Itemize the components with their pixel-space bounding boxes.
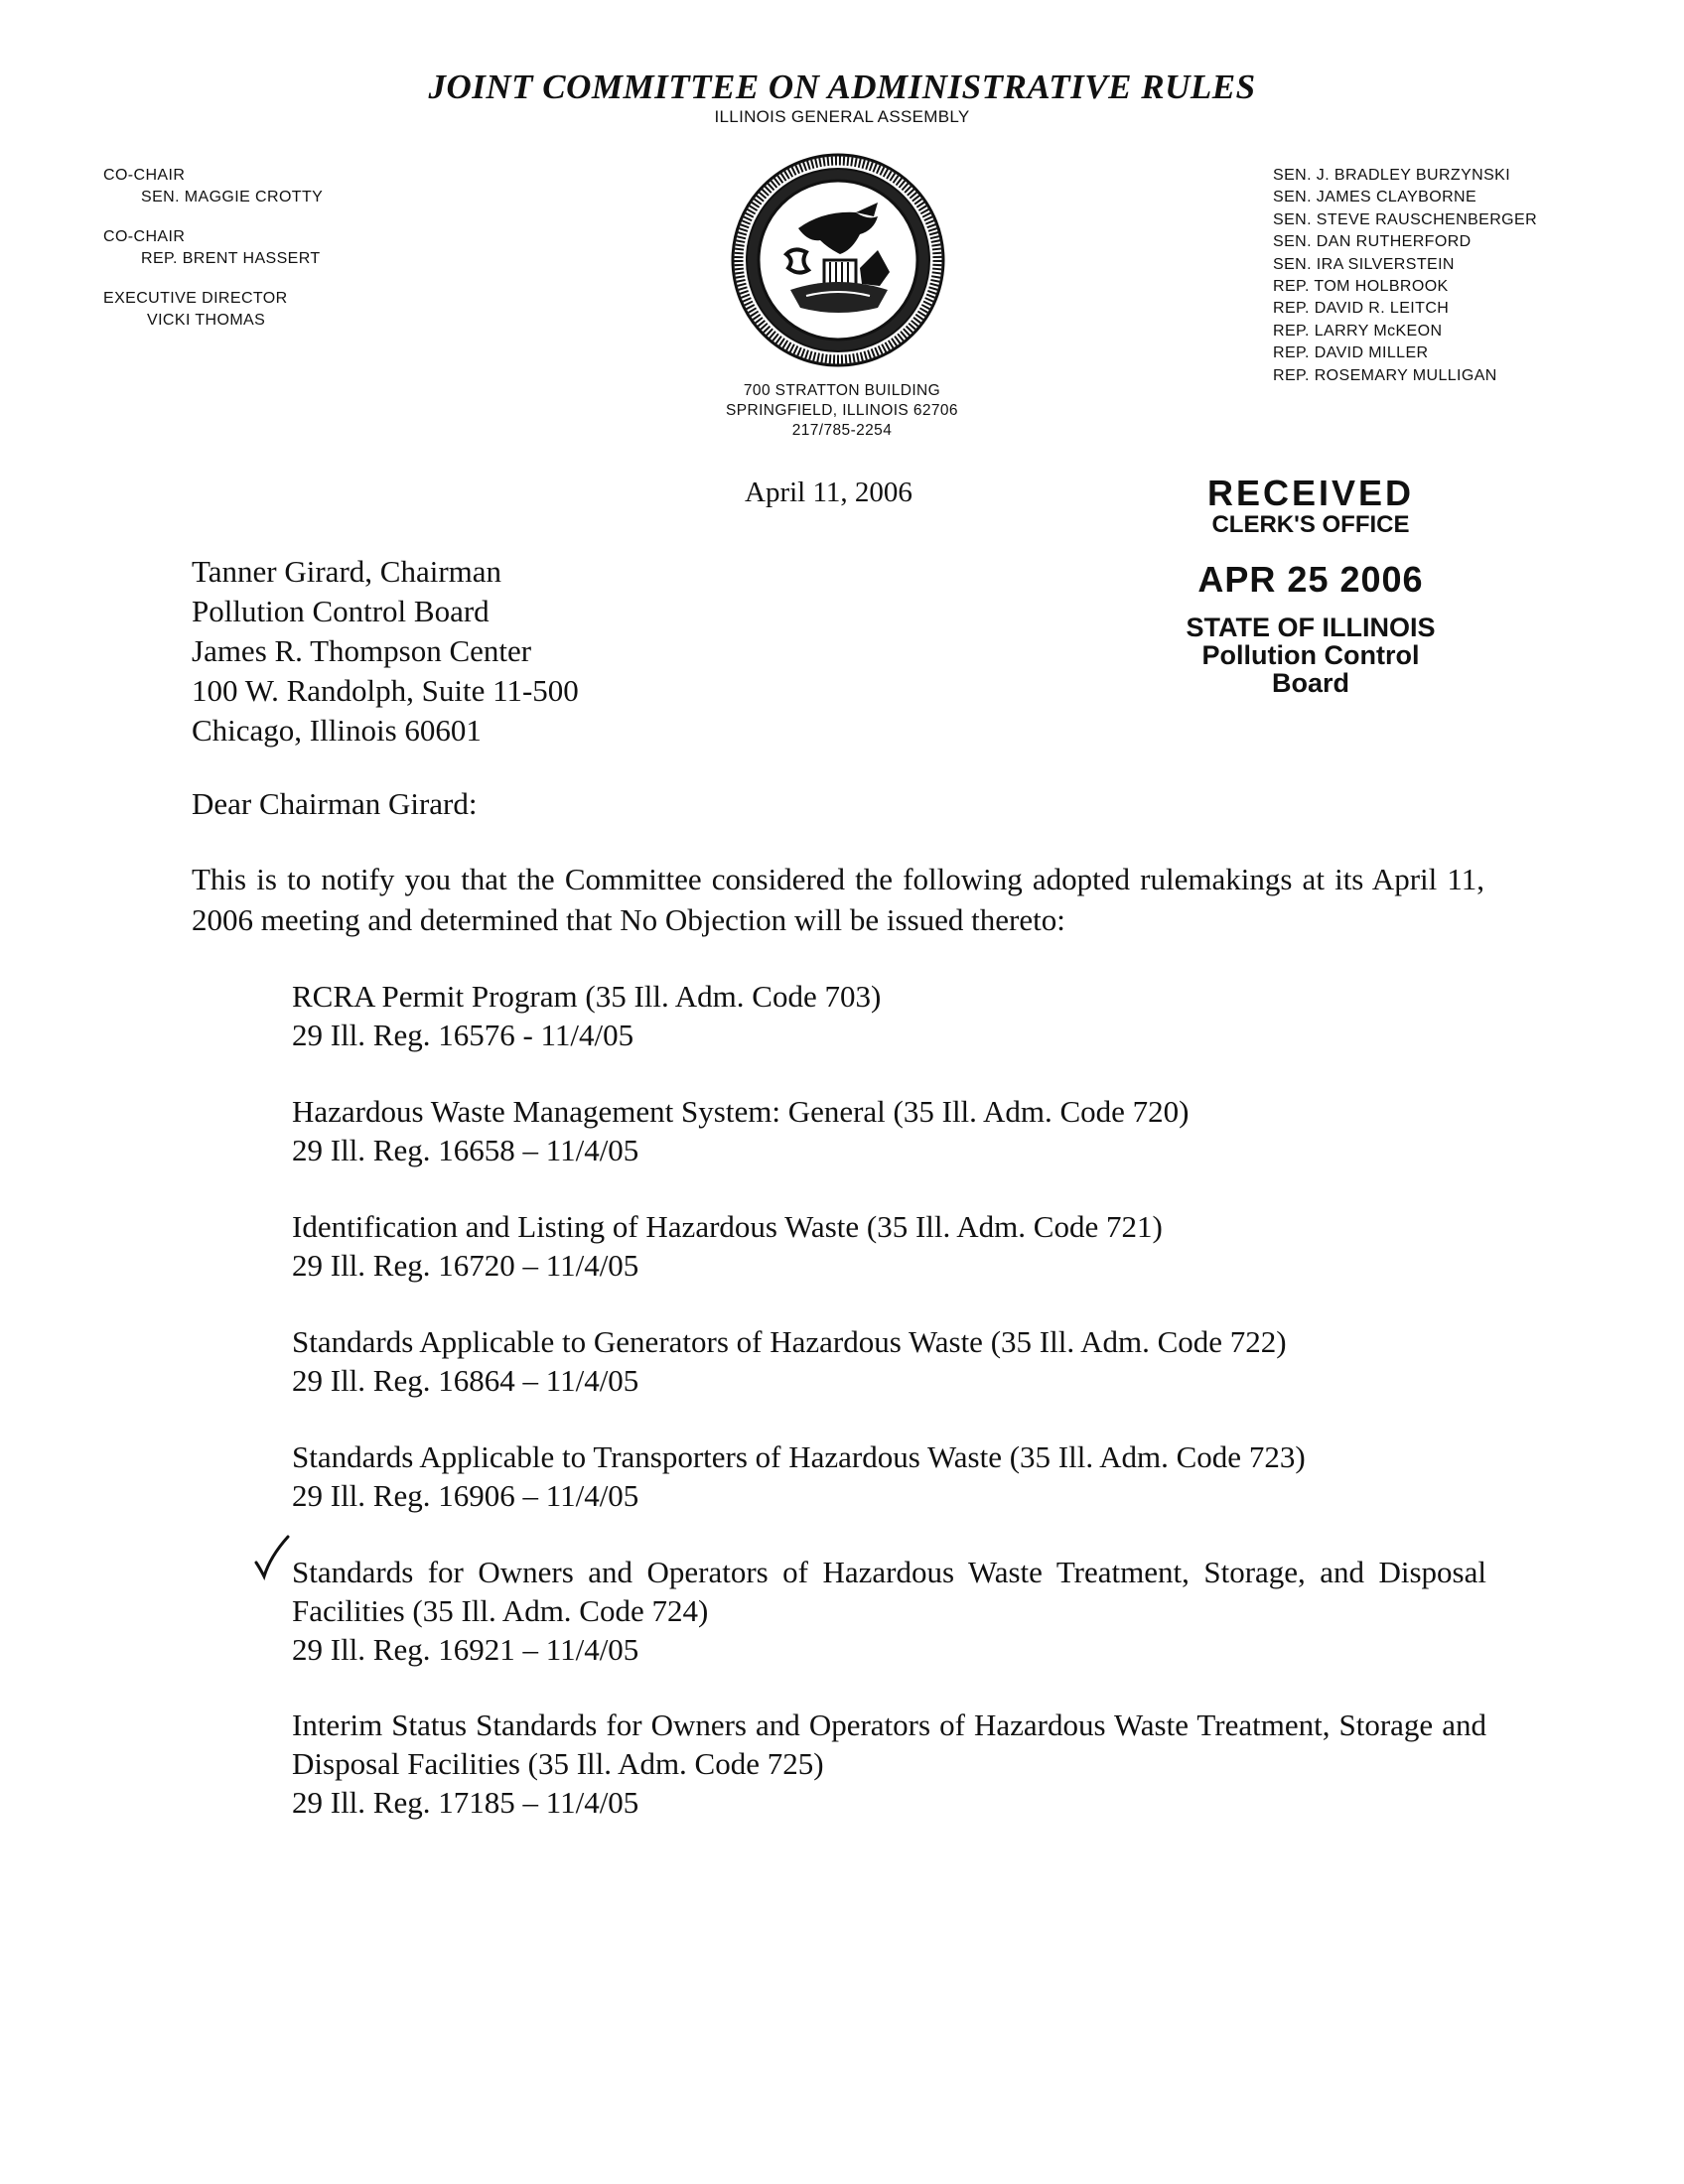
rulemaking-citation: 29 Ill. Reg. 16720 – 11/4/05 — [292, 1248, 639, 1283]
stamp-board-text: Pollution Control Board — [1201, 640, 1420, 698]
member-name: REP. DAVID MILLER — [1273, 344, 1429, 362]
address-line: SPRINGFIELD, ILLINOIS 62706 — [726, 402, 958, 419]
member-name: REP. DAVID R. LEITCH — [1273, 300, 1450, 318]
rulemaking-citation: 29 Ill. Reg. 16576 - 11/4/05 — [292, 1018, 634, 1052]
rulemaking-title: Identification and Listing of Hazardous Waste (35 Ill. Adm. Code 721) — [292, 1209, 1163, 1244]
recipient-line: Pollution Control Board — [192, 594, 490, 628]
rulemaking-item — [292, 1706, 1486, 1822]
rulemaking-citation: 29 Ill. Reg. 17185 – 11/4/05 — [292, 1785, 639, 1820]
rulemaking-item — [292, 1322, 1486, 1400]
received-stamp — [1162, 475, 1460, 697]
committee-address — [0, 381, 1684, 441]
member-name: REP. LARRY McKEON — [1273, 322, 1443, 340]
member-name: REP. TOM HOLBROOK — [1273, 278, 1449, 296]
rulemaking-title: Interim Status Standards for Owners and Operators of Hazardous Waste Treatment, Storage and Disposal Facilities (35 Ill. Adm. Code 725) — [292, 1707, 1486, 1781]
address-line: 700 STRATTON BUILDING — [743, 382, 941, 399]
rulemaking-title: Hazardous Waste Management System: General (35 Ill. Adm. Code 720) — [292, 1094, 1190, 1129]
letter-date: April 11, 2006 — [745, 477, 912, 508]
rulemaking-title: Standards Applicable to Transporters of Hazardous Waste (35 Ill. Adm. Code 723) — [292, 1439, 1306, 1474]
recipient-line: Chicago, Illinois 60601 — [192, 713, 482, 748]
salutation: Dear Chairman Girard: — [192, 786, 478, 821]
committee-title: JOINT COMMITTEE ON ADMINISTRATIVE RULES — [428, 68, 1256, 106]
member-name: SEN. JAMES CLAYBORNE — [1273, 189, 1477, 206]
leadership-name: REP. BRENT HASSERT — [141, 250, 321, 267]
rulemaking-title: Standards Applicable to Generators of Hazardous Waste (35 Ill. Adm. Code 722) — [292, 1324, 1287, 1359]
rulemaking-item — [292, 1092, 1486, 1169]
leadership-name: VICKI THOMAS — [147, 312, 266, 329]
rulemaking-citation: 29 Ill. Reg. 16864 – 11/4/05 — [292, 1363, 639, 1398]
rulemaking-citation: 29 Ill. Reg. 16658 – 11/4/05 — [292, 1133, 639, 1167]
leadership-role: CO-CHAIR — [103, 167, 186, 184]
leadership-role: CO-CHAIR — [103, 228, 186, 245]
handwritten-check-icon — [254, 1535, 290, 1580]
member-name: SEN. J. BRADLEY BURZYNSKI — [1273, 167, 1511, 184]
leadership-list — [103, 165, 323, 332]
member-name: SEN. DAN RUTHERFORD — [1273, 233, 1472, 251]
rulemaking-item — [292, 977, 1486, 1054]
leadership-name: SEN. MAGGIE CROTTY — [141, 189, 324, 205]
address-line: 217/785-2254 — [791, 422, 893, 439]
stamp-state-text: STATE OF ILLINOIS — [1186, 613, 1436, 642]
member-name: SEN. STEVE RAUSCHENBERGER — [1273, 210, 1538, 228]
member-name: REP. ROSEMARY MULLIGAN — [1273, 366, 1497, 384]
recipient-line: Tanner Girard, Chairman — [192, 554, 502, 589]
rulemaking-title: Standards for Owners and Operators of Hazardous Waste Treatment, Storage, and Disposal Facilities (35 Ill. Adm. Code 724) — [292, 1555, 1486, 1628]
rulemaking-item — [292, 1437, 1486, 1515]
committee-subtitle: ILLINOIS GENERAL ASSEMBLY — [714, 107, 970, 126]
intro-paragraph: This is to notify you that the Committee considered the following adopted rulemakings at its April 11, 2006 meeting and determined that No Objection will be issued thereto: — [192, 862, 1484, 937]
recipient-address — [192, 552, 579, 751]
recipient-line: James R. Thompson Center — [192, 633, 532, 668]
stamp-date: APR 25 2006 — [1197, 559, 1424, 600]
rulemaking-title: RCRA Permit Program (35 Ill. Adm. Code 703) — [292, 979, 882, 1014]
rulemaking-item — [292, 1553, 1486, 1669]
stamp-received-text: RECEIVED — [1206, 473, 1415, 513]
stamp-office-text: CLERK'S OFFICE — [1211, 511, 1410, 538]
member-name: SEN. IRA SILVERSTEIN — [1273, 255, 1455, 273]
illinois-state-seal — [729, 151, 947, 369]
rulemaking-citation: 29 Ill. Reg. 16921 – 11/4/05 — [292, 1632, 639, 1667]
rulemaking-item — [292, 1207, 1486, 1285]
rulemaking-citation: 29 Ill. Reg. 16906 – 11/4/05 — [292, 1478, 639, 1513]
recipient-line: 100 W. Randolph, Suite 11-500 — [192, 673, 579, 708]
committee-members-list — [1273, 165, 1537, 387]
leadership-role: EXECUTIVE DIRECTOR — [103, 290, 288, 307]
